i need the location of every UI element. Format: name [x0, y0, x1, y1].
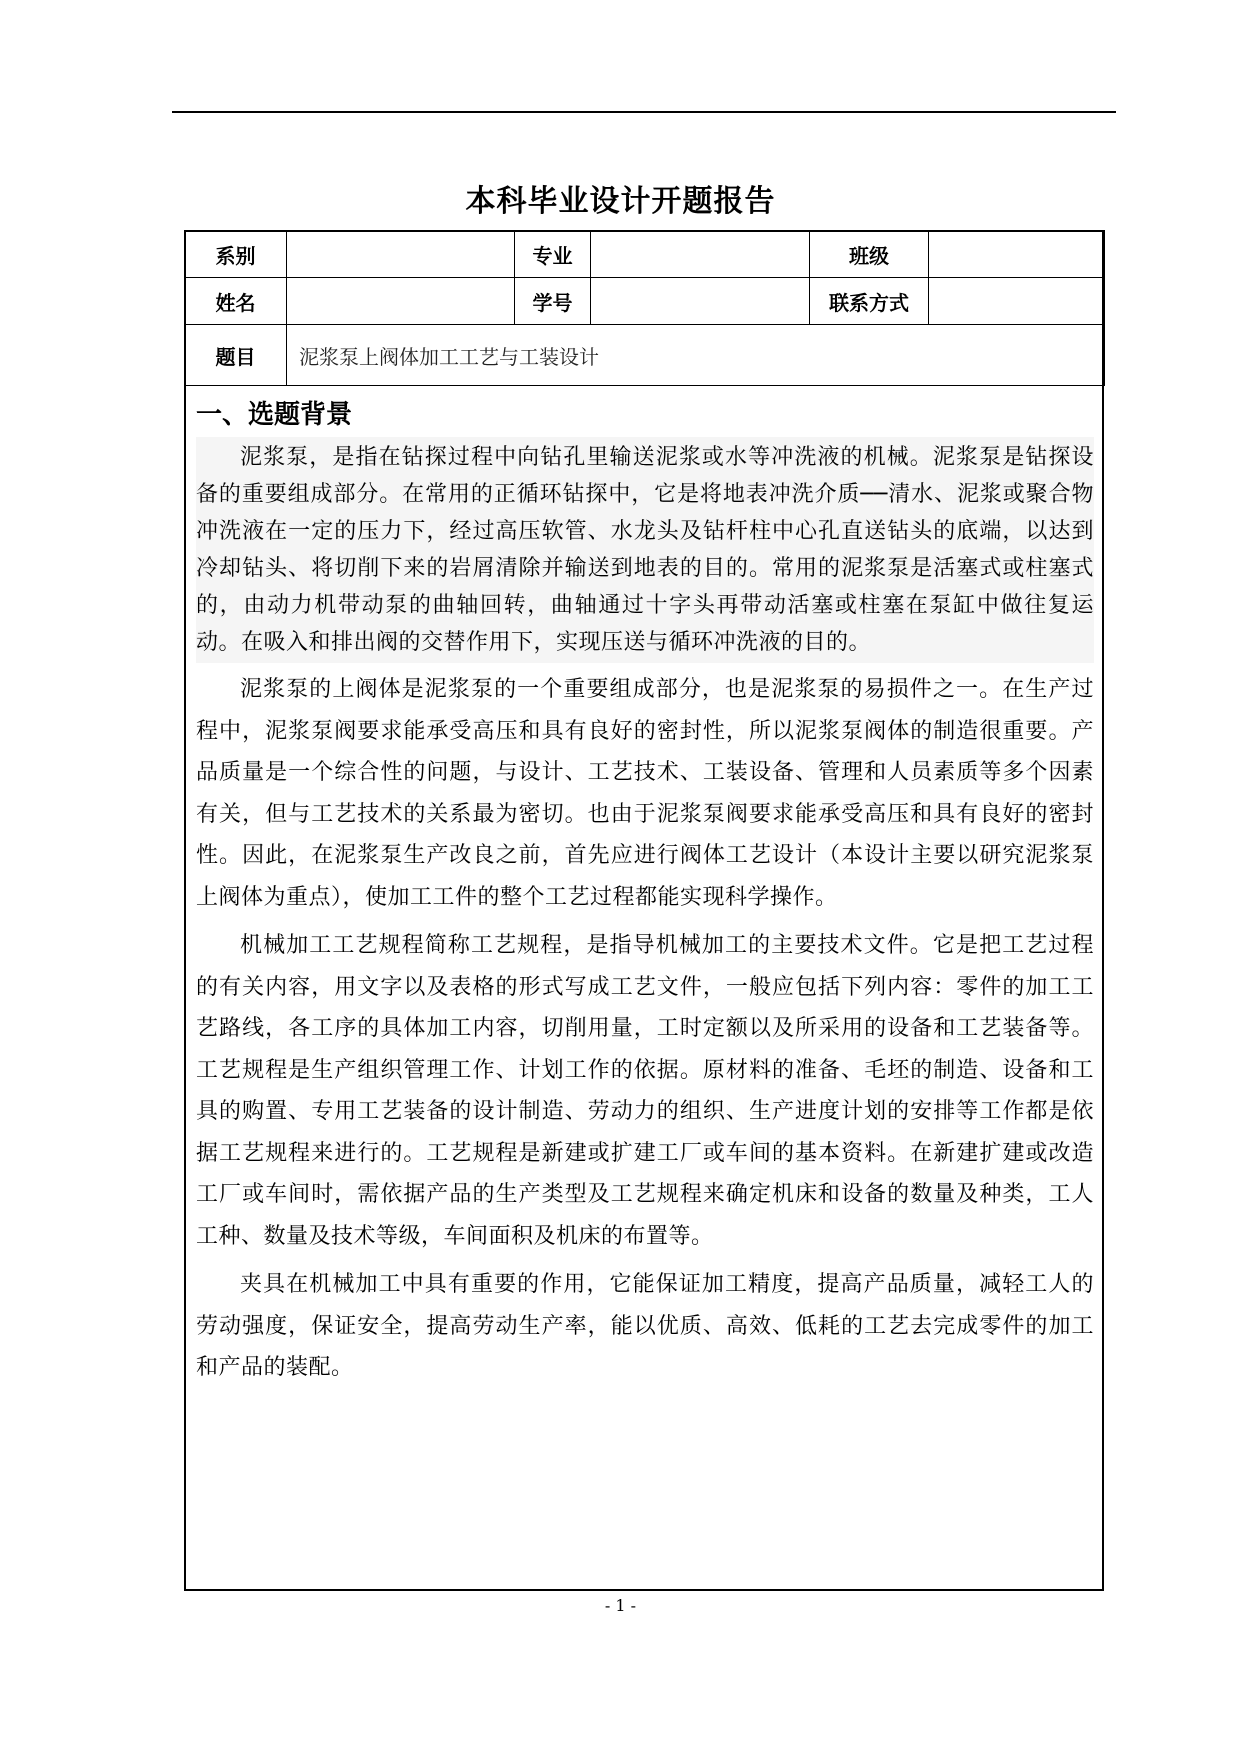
- info-table: [184, 230, 1105, 386]
- contact-value[interactable]: [929, 278, 1105, 325]
- document-title: 本科毕业设计开题报告: [465, 184, 776, 219]
- class-value[interactable]: [929, 231, 1105, 278]
- topic-value[interactable]: 泥浆泵上阀体加工工艺与工装设计: [287, 325, 1105, 386]
- student-id-value[interactable]: [591, 278, 810, 325]
- header-rule: [172, 111, 1116, 113]
- department-value[interactable]: [287, 231, 515, 278]
- student-id-label: 学号: [515, 278, 591, 325]
- paragraph-3: 机械加工工艺规程简称工艺规程，是指导机械加工的主要技术文件。它是把工艺过程的有关内容，用文字以及表格的形式写成工艺文件，一般应包括下列内容：零件的加工工艺路线，各工序的具体加工内容，切削用量，工时定额以及所采用的设备和工艺装备等。工艺规程是生产组织管理工作、计划工作的依据。原材料的准备、毛坯的制造、设备和工具的购置、专用工艺装备的设计制造、劳动力的组织、生产进度计划的安排等工作都是依据工艺规程来进行的。工艺规程是新建或扩建工厂或车间的基本资料。在新建扩建或改造工厂或车间时，需依据产品的生产类型及工艺规程来确定机床和设备的数量及种类，工人工种、数量及技术等级，车间面积及机床的布置等。: [196, 933, 1094, 1249]
- paragraph-2: 泥浆泵的上阀体是泥浆泵的一个重要组成部分，也是泥浆泵的易损件之一。在生产过程中，泥浆泵阀要求能承受高压和具有良好的密封性，所以泥浆泵阀体的制造很重要。产品质量是一个综合性的问题，与设计、工艺技术、工装设备、管理和人员素质等多个因素有关，但与工艺技术的关系最为密切。也由于泥浆泵阀要求能承受高压和具有良好的密封性。因此，在泥浆泵生产改良之前，首先应进行阀体工艺设计（本设计主要以研究泥浆泵上阀体为重点），使加工工件的整个工艺过程都能实现科学操作。: [196, 677, 1094, 910]
- page-number: - 1 -: [604, 1596, 637, 1615]
- name-value[interactable]: [287, 278, 515, 325]
- name-label: 姓名: [185, 278, 287, 325]
- info-row-1: [185, 231, 1105, 278]
- info-row-topic: [185, 325, 1105, 386]
- section-heading: 一、选题背景: [196, 400, 353, 430]
- paragraph-1: 泥浆泵，是指在钻探过程中向钻孔里输送泥浆或水等冲洗液的机械。泥浆泵是钻探设备的重要组成部分。在常用的正循环钻探中，它是将地表冲洗介质──清水、泥浆或聚合物冲洗液在一定的压力下，经过高压软管、水龙头及钻杆柱中心孔直送钻头的底端，以达到冷却钻头、将切削下来的岩屑清除并输送到地表的目的。常用的泥浆泵是活塞式或柱塞式的，由动力机带动泵的曲轴回转，曲轴通过十字头再带动活塞或柱塞在泵缸中做往复运动。在吸入和排出阀的交替作用下，实现压送与循环冲洗液的目的。: [196, 437, 1094, 663]
- major-value[interactable]: [591, 231, 810, 278]
- major-label: 专业: [515, 231, 591, 278]
- contact-label: 联系方式: [810, 278, 929, 325]
- department-label: 系别: [185, 231, 287, 278]
- class-label: 班级: [810, 231, 929, 278]
- section-background: [196, 397, 1094, 1396]
- info-row-2: [185, 278, 1105, 325]
- topic-label: 题目: [185, 325, 287, 386]
- paragraph-4: 夹具在机械加工中具有重要的作用，它能保证加工精度，提高产品质量，减轻工人的劳动强度，保证安全，提高劳动生产率，能以优质、高效、低耗的工艺去完成零件的加工和产品的装配。: [196, 1272, 1094, 1380]
